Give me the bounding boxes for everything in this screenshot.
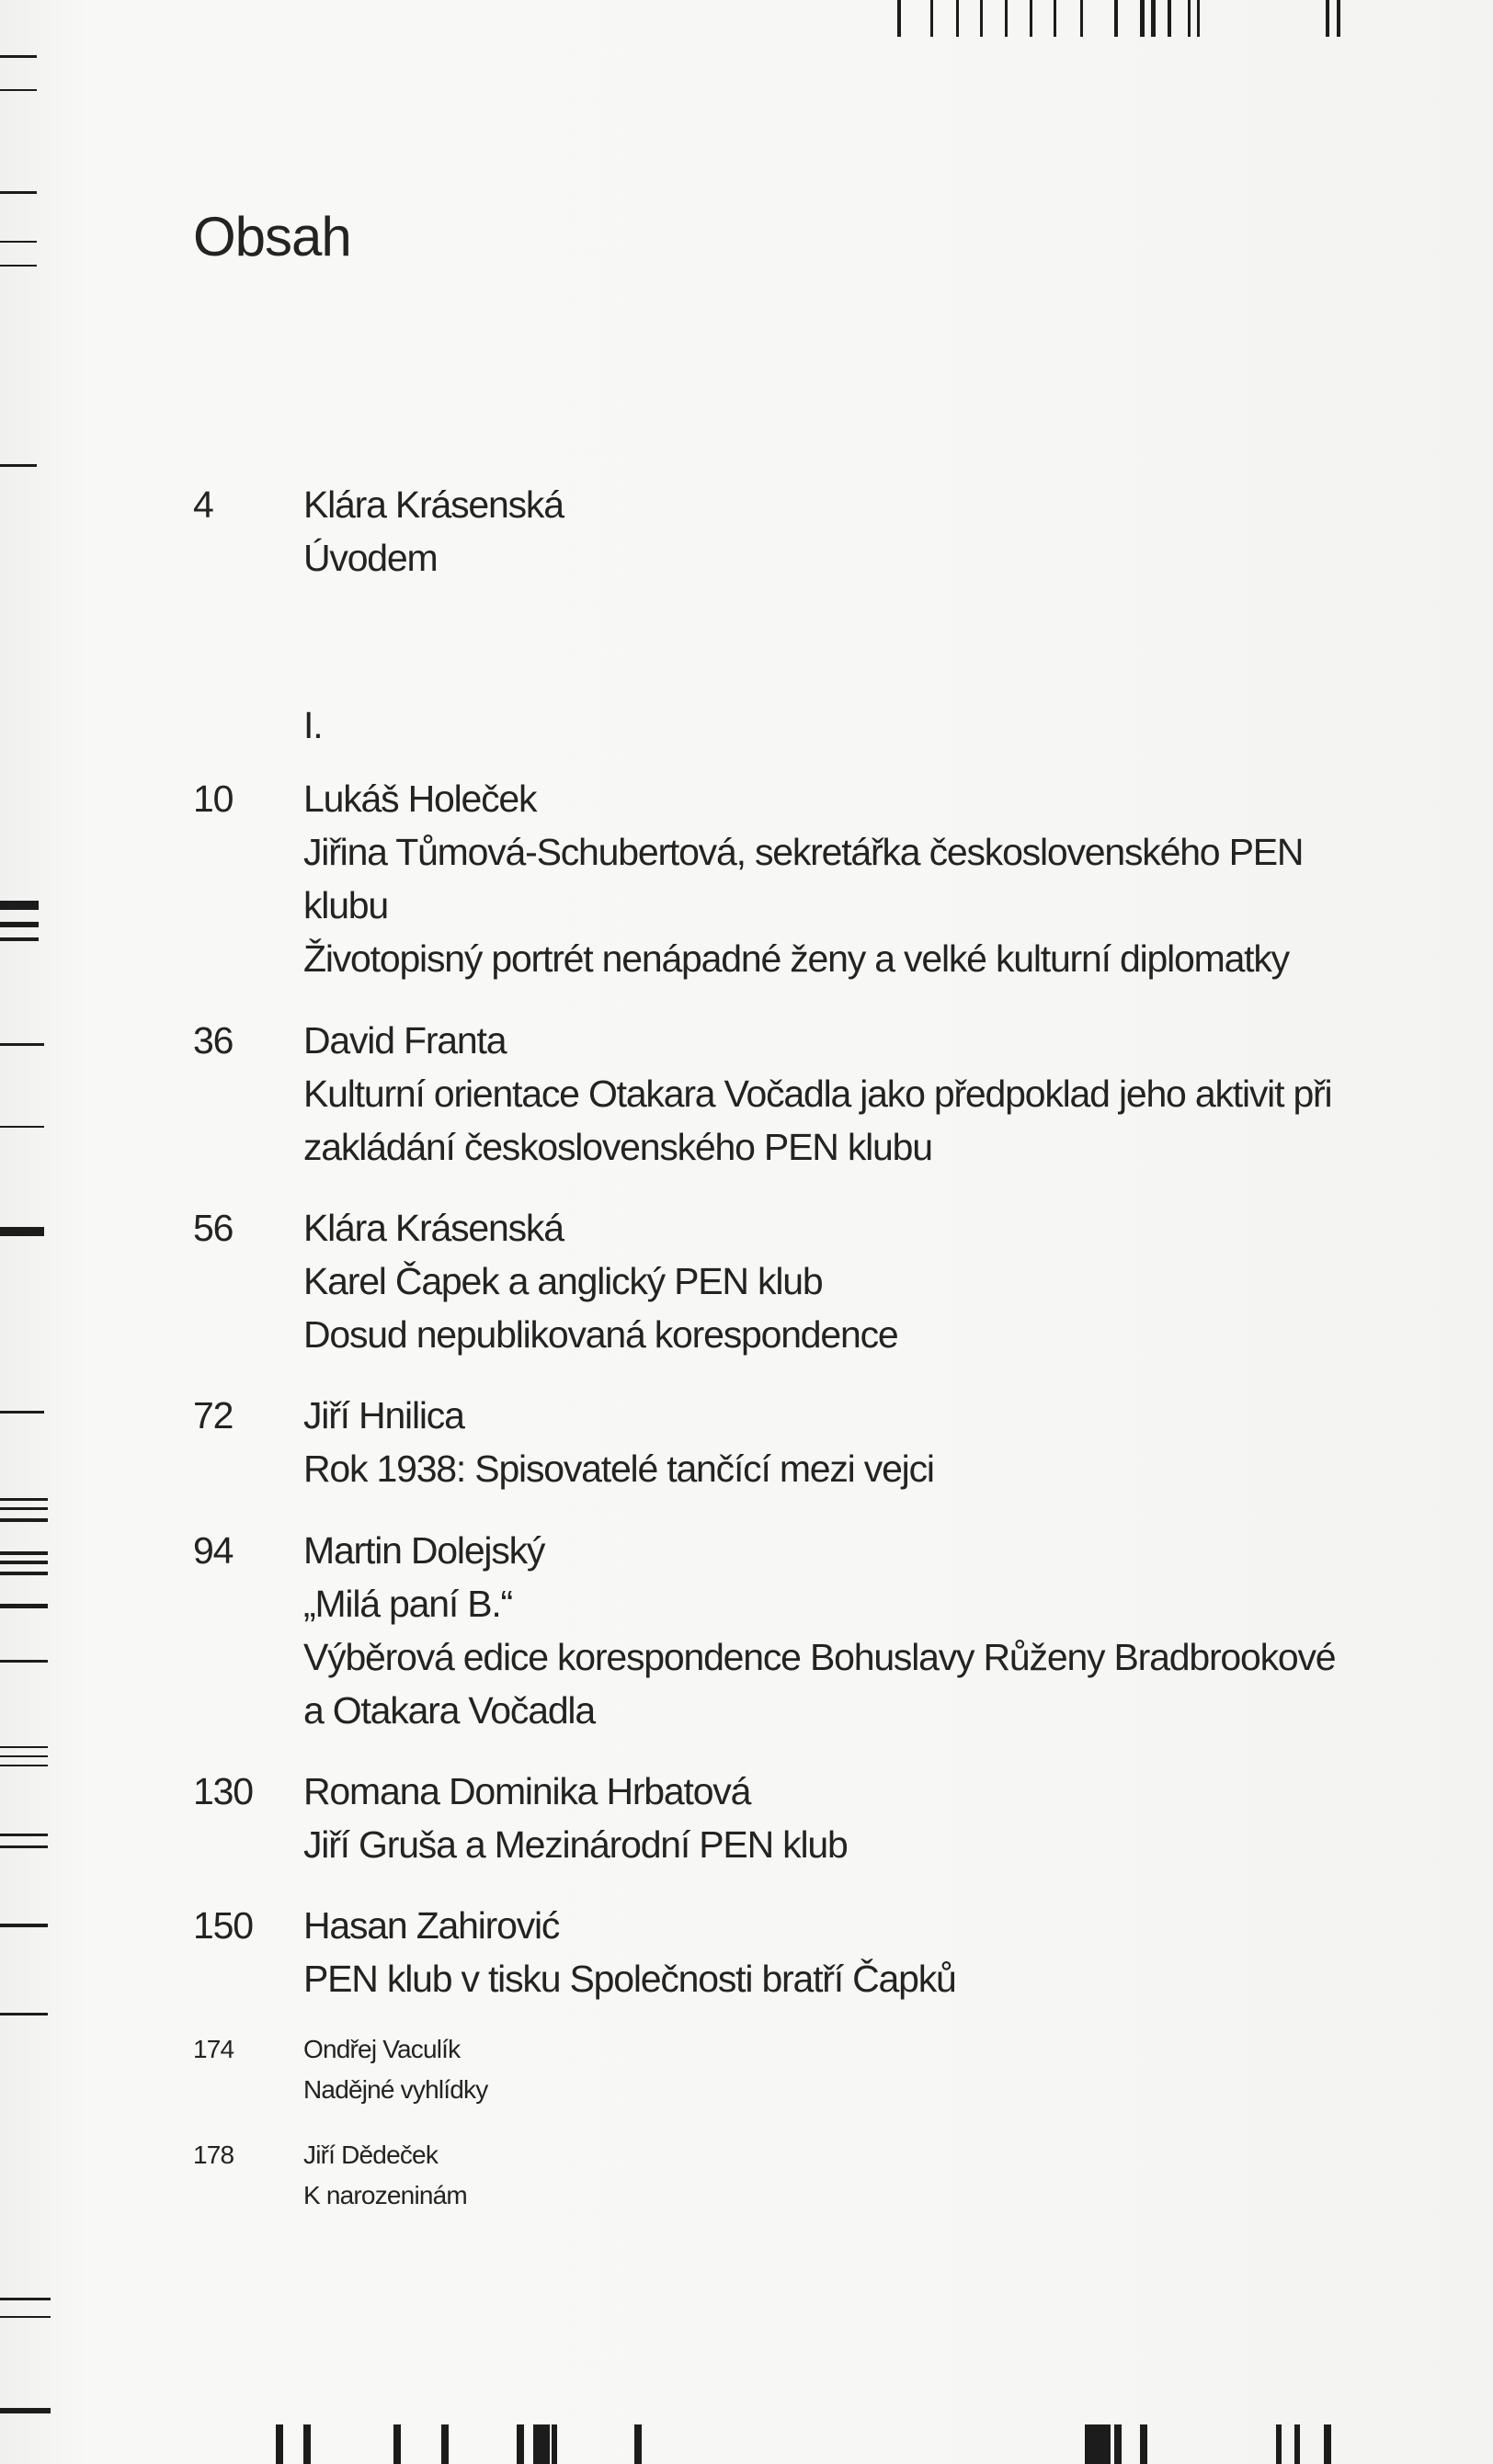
toc-title: Úvodem [303, 537, 438, 579]
crop-mark [0, 265, 37, 267]
crop-mark [1054, 0, 1056, 37]
crop-mark [552, 2424, 557, 2464]
toc-title: K narozeninám [303, 2181, 467, 2209]
crop-mark [0, 2316, 51, 2318]
crop-mark [0, 1572, 48, 1575]
toc-page-number: 178 [193, 2140, 234, 2169]
crop-mark [533, 2424, 550, 2464]
crop-mark [0, 1411, 44, 1414]
crop-mark [1151, 0, 1156, 37]
crop-mark [634, 2424, 642, 2464]
crop-mark [0, 922, 39, 927]
crop-mark [0, 1227, 44, 1236]
crop-mark [1030, 0, 1032, 37]
toc-title: Karel Čapek a anglický PEN klub [303, 1260, 823, 1302]
toc-entry-text [303, 2135, 1471, 2216]
toc-author: Lukáš Holeček [303, 778, 537, 820]
crop-mark [0, 2298, 51, 2300]
toc-title: zakládání československého PEN klubu [303, 1126, 932, 1168]
crop-mark [1114, 0, 1118, 37]
crop-mark [0, 1561, 48, 1564]
toc-page-number: 36 [193, 1019, 234, 1062]
crop-mark [0, 1043, 44, 1046]
crop-mark [1085, 2424, 1111, 2464]
crop-mark [303, 2424, 311, 2464]
crop-mark [0, 1845, 48, 1848]
crop-mark [517, 2424, 524, 2464]
toc-subtitle: Výběrová edice korespondence Bohuslavy Růženy Bradbrookové [303, 1636, 1336, 1678]
crop-mark [0, 55, 37, 58]
crop-mark [897, 0, 901, 37]
crop-mark [441, 2424, 449, 2464]
crop-mark [1197, 0, 1200, 37]
crop-mark [1326, 0, 1329, 37]
toc-page-number: 130 [193, 1770, 253, 1812]
toc-author: David Franta [303, 1019, 507, 1062]
toc-title: PEN klub v tisku Společnosti bratří Čapků [303, 1958, 956, 2000]
toc-page-number: 56 [193, 1207, 234, 1249]
toc-author: Hasan Zahirović [303, 1904, 560, 1947]
toc-page-number: 150 [193, 1904, 253, 1947]
crop-mark [0, 1498, 48, 1501]
crop-mark [0, 1518, 48, 1522]
toc-page-number: 174 [193, 2035, 234, 2063]
crop-mark [0, 2013, 48, 2015]
toc-title: Nadějné vyhlídky [303, 2075, 488, 2104]
crop-mark [1294, 2424, 1300, 2464]
toc-author: Jiří Dědeček [303, 2140, 439, 2169]
crop-mark [0, 241, 37, 243]
crop-mark [1188, 0, 1191, 37]
toc-page-number: 94 [193, 1529, 234, 1572]
toc-title: Rok 1938: Spisovatelé tančící mezi vejci [303, 1448, 934, 1490]
crop-mark [0, 1755, 48, 1757]
toc-title: Kulturní orientace Otakara Vočadla jako předpoklad jeho aktivit při [303, 1073, 1332, 1115]
crop-mark [0, 1551, 48, 1555]
toc-entry-text [303, 1201, 1471, 1361]
toc-title: „Milá paní B.“ [303, 1583, 512, 1625]
crop-mark [0, 1507, 48, 1510]
crop-mark [1324, 2424, 1331, 2464]
crop-mark [0, 1746, 48, 1748]
crop-mark [0, 2408, 51, 2413]
toc-author: Klára Krásenská [303, 483, 564, 526]
crop-mark [1080, 0, 1083, 37]
crop-mark [0, 191, 37, 194]
crop-mark [0, 1126, 44, 1128]
crop-mark [1168, 0, 1171, 37]
crop-mark [0, 1834, 48, 1836]
toc-title: klubu [303, 884, 389, 926]
toc-entry-text [303, 1014, 1471, 1174]
toc-author: Jiří Hnilica [303, 1394, 464, 1436]
contents-title: Obsah [193, 206, 351, 267]
toc-author: Klára Krásenská [303, 1207, 564, 1249]
crop-mark [0, 901, 39, 910]
toc-page-number: 72 [193, 1394, 234, 1436]
toc-title: Jiřina Tůmová-Schubertová, sekretářka československého PEN [303, 831, 1304, 873]
toc-entry-text [303, 478, 1471, 585]
crop-mark [393, 2424, 401, 2464]
crop-mark [1005, 0, 1008, 37]
crop-mark [1140, 0, 1145, 37]
toc-entry-text [303, 772, 1471, 985]
toc-author: Romana Dominika Hrbatová [303, 1770, 751, 1812]
toc-title: Jiří Gruša a Mezinárodní PEN klub [303, 1823, 848, 1866]
crop-mark [0, 937, 39, 941]
toc-author: Martin Dolejský [303, 1529, 545, 1572]
toc-entry-text [303, 2029, 1471, 2110]
crop-mark [1276, 2424, 1282, 2464]
crop-mark [1114, 2424, 1122, 2464]
toc-subtitle: Životopisný portrét nenápadné ženy a velké kulturní diplomatky [303, 937, 1289, 980]
crop-mark [0, 464, 37, 467]
crop-mark [1337, 0, 1340, 37]
crop-mark [956, 0, 959, 37]
crop-mark [0, 1660, 48, 1663]
toc-page-number: 4 [193, 483, 213, 526]
toc-author: Ondřej Vaculík [303, 2035, 461, 2063]
crop-mark [980, 0, 983, 37]
toc-entry-text [303, 1765, 1471, 1871]
crop-mark [0, 1765, 48, 1766]
toc-subtitle: Dosud nepublikovaná korespondence [303, 1313, 898, 1356]
crop-mark [0, 1924, 48, 1927]
crop-mark [930, 0, 933, 37]
toc-entry-text [303, 1389, 1471, 1495]
crop-mark [276, 2424, 283, 2464]
toc-page-number: 10 [193, 778, 234, 820]
toc-entry-text [303, 1524, 1471, 1737]
toc-subtitle: a Otakara Vočadla [303, 1689, 595, 1732]
crop-mark [0, 1604, 48, 1608]
section-label: I. [303, 704, 323, 746]
crop-mark [1140, 2424, 1147, 2464]
crop-mark [0, 89, 37, 91]
toc-entry-text [303, 1899, 1471, 2005]
